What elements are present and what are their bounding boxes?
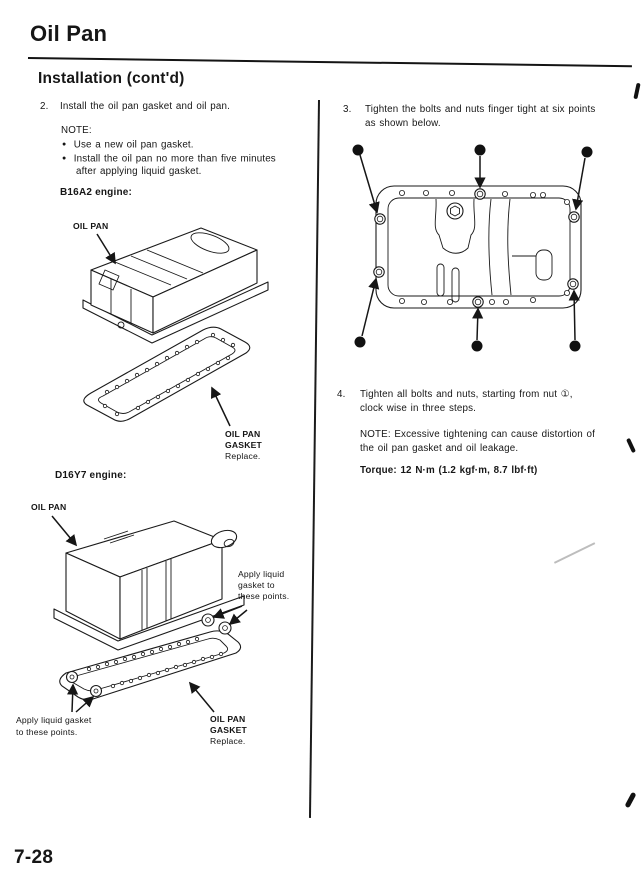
apply-right-line3: these points. xyxy=(238,591,290,601)
point-arrow xyxy=(362,279,376,336)
apply-left-line1: Apply liquid gasket xyxy=(16,715,92,725)
bullet2-text-line1: Install the oil pan no more than five minutes xyxy=(73,153,276,165)
apply-left-arrow-1 xyxy=(72,685,73,712)
step2-number: 2. xyxy=(40,101,49,112)
scan-artifact-mark xyxy=(633,83,640,99)
header-rule xyxy=(28,57,632,68)
point-arrow xyxy=(360,155,377,212)
point-arrow xyxy=(574,291,575,340)
step4-note-line2: the oil pan gasket and oil leakage. xyxy=(360,443,519,454)
b16a2-diagram xyxy=(55,213,313,465)
d16y7-heading: D16Y7 engine: xyxy=(55,470,127,481)
section-title: Installation (cont'd) xyxy=(38,70,185,87)
step3-text-line1: Tighten the bolts and nuts finger tight at six points xyxy=(365,104,596,115)
step2-note-label: NOTE: xyxy=(61,125,92,136)
apply-right-arrow-2 xyxy=(230,610,247,624)
point-dot xyxy=(355,337,366,348)
step2-text: Install the oil pan gasket and oil pan. xyxy=(60,101,230,112)
d16y7-oil-pan-label: OIL PAN xyxy=(31,502,67,512)
step3-number: 3. xyxy=(343,104,352,115)
d16y7-gasket-label-line2: GASKET xyxy=(210,725,248,735)
bullet-icon: ● xyxy=(62,155,67,162)
page-number: 7-28 xyxy=(14,847,54,868)
point-dot xyxy=(472,341,483,352)
scan-artifact-mark xyxy=(626,438,636,453)
bullet2-text-line2: after applying liquid gasket. xyxy=(76,166,202,177)
step4-text-line2: clock wise in three steps. xyxy=(360,403,476,414)
b16a2-oil-pan-arrow xyxy=(97,234,115,263)
point-arrow xyxy=(477,309,478,340)
step4-note-line1: NOTE: Excessive tightening can cause distortion of xyxy=(360,429,596,440)
point-dot xyxy=(570,341,581,352)
b16a2-gasket-label-line3: Replace. xyxy=(225,451,261,461)
bullet1-text: Use a new oil pan gasket. xyxy=(73,139,194,151)
scan-artifact-mark xyxy=(554,542,595,563)
step4-text-line1: Tighten all bolts and nuts, starting from nut ①, xyxy=(360,389,573,400)
point-dot xyxy=(475,145,486,156)
b16a2-oil-pan-label: OIL PAN xyxy=(73,221,109,231)
b16a2-gasket-drawing xyxy=(84,327,250,421)
bullet2-row xyxy=(62,152,276,166)
d16y7-gasket-arrow xyxy=(190,683,214,712)
step4-number: 4. xyxy=(337,389,346,400)
b16a2-gasket-label-line2: GASKET xyxy=(225,440,263,450)
apply-left-line2: to these points. xyxy=(16,727,78,737)
pan-bottom-view xyxy=(374,186,581,308)
torque-spec: Torque: 12 N·m (1.2 kgf·m, 8.7 lbf·ft) xyxy=(360,465,538,476)
d16y7-oil-pan-arrow xyxy=(52,516,76,545)
point-dot xyxy=(582,147,593,158)
d16y7-gasket-label-line3: Replace. xyxy=(210,736,246,746)
b16a2-gasket-label-line1: OIL PAN xyxy=(225,429,261,439)
b16a2-gasket-arrow xyxy=(212,388,230,426)
b16a2-pan-drawing xyxy=(83,228,268,343)
scan-artifact-mark xyxy=(625,792,637,808)
point-dot xyxy=(353,145,364,156)
tightening-points-diagram xyxy=(340,138,640,370)
b16a2-heading: B16A2 engine: xyxy=(60,187,133,198)
bullet-icon: ● xyxy=(62,141,67,148)
d16y7-diagram xyxy=(14,493,314,755)
apply-right-line1: Apply liquid xyxy=(238,569,285,579)
d16y7-gasket-label-line1: OIL PAN xyxy=(210,714,246,724)
step3-text-line2: as shown below. xyxy=(365,118,441,129)
page-title: Oil Pan xyxy=(30,21,108,46)
apply-right-line2: gasket to xyxy=(238,580,275,590)
bullet1-row xyxy=(62,138,194,152)
